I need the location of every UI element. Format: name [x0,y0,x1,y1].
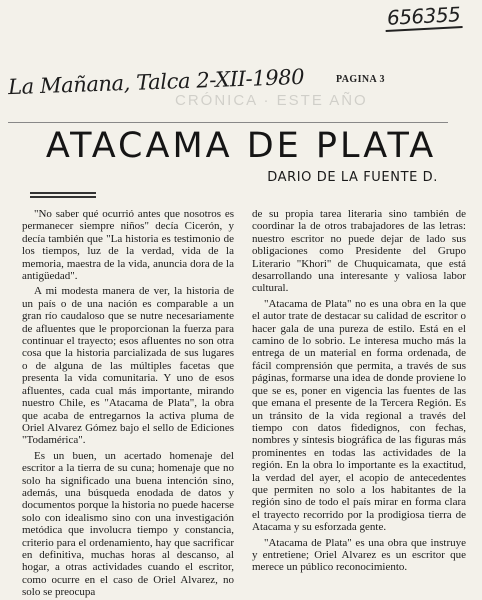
paragraph: Es un buen, un acertado homenaje del escritor a la tierra de su cuna; homenaje que no solo ha significado una buena intención sino, además, una búsqueda enodada de datos y documentos porque la historia no puede hacerse solo con idealismo sino con una investigación metódica que involucra tiempo y constancia, criterio para el ordenamiento, hay que sacrificar en definitiva, muchas horas al descanso, al hogar, a otras actividades cuando el escritor, como ocurre en el caso de Oriel Alvarez, no solo se preocupa [22,449,234,599]
header-rule [8,122,448,123]
left-column [22,208,234,600]
paragraph: A mi modesta manera de ver, la historia de un país o de una nación es comparable a un gran río caudaloso que se nutre necesariamente de afluentes que le proporcionan la fuerza para continuar el trayecto; esos afluentes no son otra cosa que la historia parcializada de sus lugares o de alguna de las múltiples facetas que presenta la vida comunitaria. Y uno de esos afluentes, cada cual más importante, mirando nuestro Chile, es "Atacama de Plata", la obra que acaba de entregarnos la activa pluma de Oriel Alvarez Gómez bajo el sello de Ediciones "Todamérica". [22,285,234,447]
article-author: DARIO DE LA FUENTE D. [267,170,438,185]
right-column [252,208,466,600]
paragraph: de su propia tarea literaria sino también de coordinar la de otros trabajadores de las letras: nuestro escritor no puede dejar de lado sus obligaciones como Presidente del Grupo Literario "Khori" de Chuquicamata, que está desarrollando una interesante y valiosa labor cultural. [252,208,466,295]
paragraph: "Atacama de Plata" no es una obra en la que el autor trate de destacar su calidad de escritor o hacer gala de una pureza de estilo. Está en el camino de lo sobrio. Le interesa mucho más la entrega de un material en forma ordenada, de fácil comprensión que permita, a través de sus páginas, formarse una idea de donde proviene lo que se es, poner en vigencia las fuentes de las que emana el presente de la Tercera Región. Es un tránsito de la vida regional a través del tiempo con datos fidedignos, con fechas, nombres y síntesis biográfica de las figuras más prominentes en todas las actividades de la región. En la obra lo importante es la exactitud, la verdad del ayer, el acopio de antecedentes que permiten no solo a los habitantes de la región sino de todo el país mirar en forma clara el trayecto recorrido por la prodigiosa tierra de Atacama y su esforzada gente. [252,297,466,534]
bleed-through-text: CRÓNICA · ESTE AÑO [175,92,368,109]
paragraph: "No saber qué ocurrió antes que nosotros es permanecer siempre niños" decía Cicerón, y decía también que "La historia es testimonio de los tiempos, luz de la verdad, vida de la memoria, maestra de la vida, anuncia dora de la antigüedad". [22,208,234,283]
title-dash-rule [30,192,96,194]
article-title: ATACAMA DE PLATA [45,126,437,166]
paragraph: "Atacama de Plata" es una obra que instruye y entretiene; Oriel Alvarez es un escritor que merece un público reconocimiento. [252,536,466,574]
archive-stamp-number: 656355 [384,2,463,32]
page-label: PAGINA 3 [336,74,385,85]
handwritten-source-note: La Mañana, Talca 2-XII-1980 [7,64,305,100]
title-dash-rule [30,196,96,198]
